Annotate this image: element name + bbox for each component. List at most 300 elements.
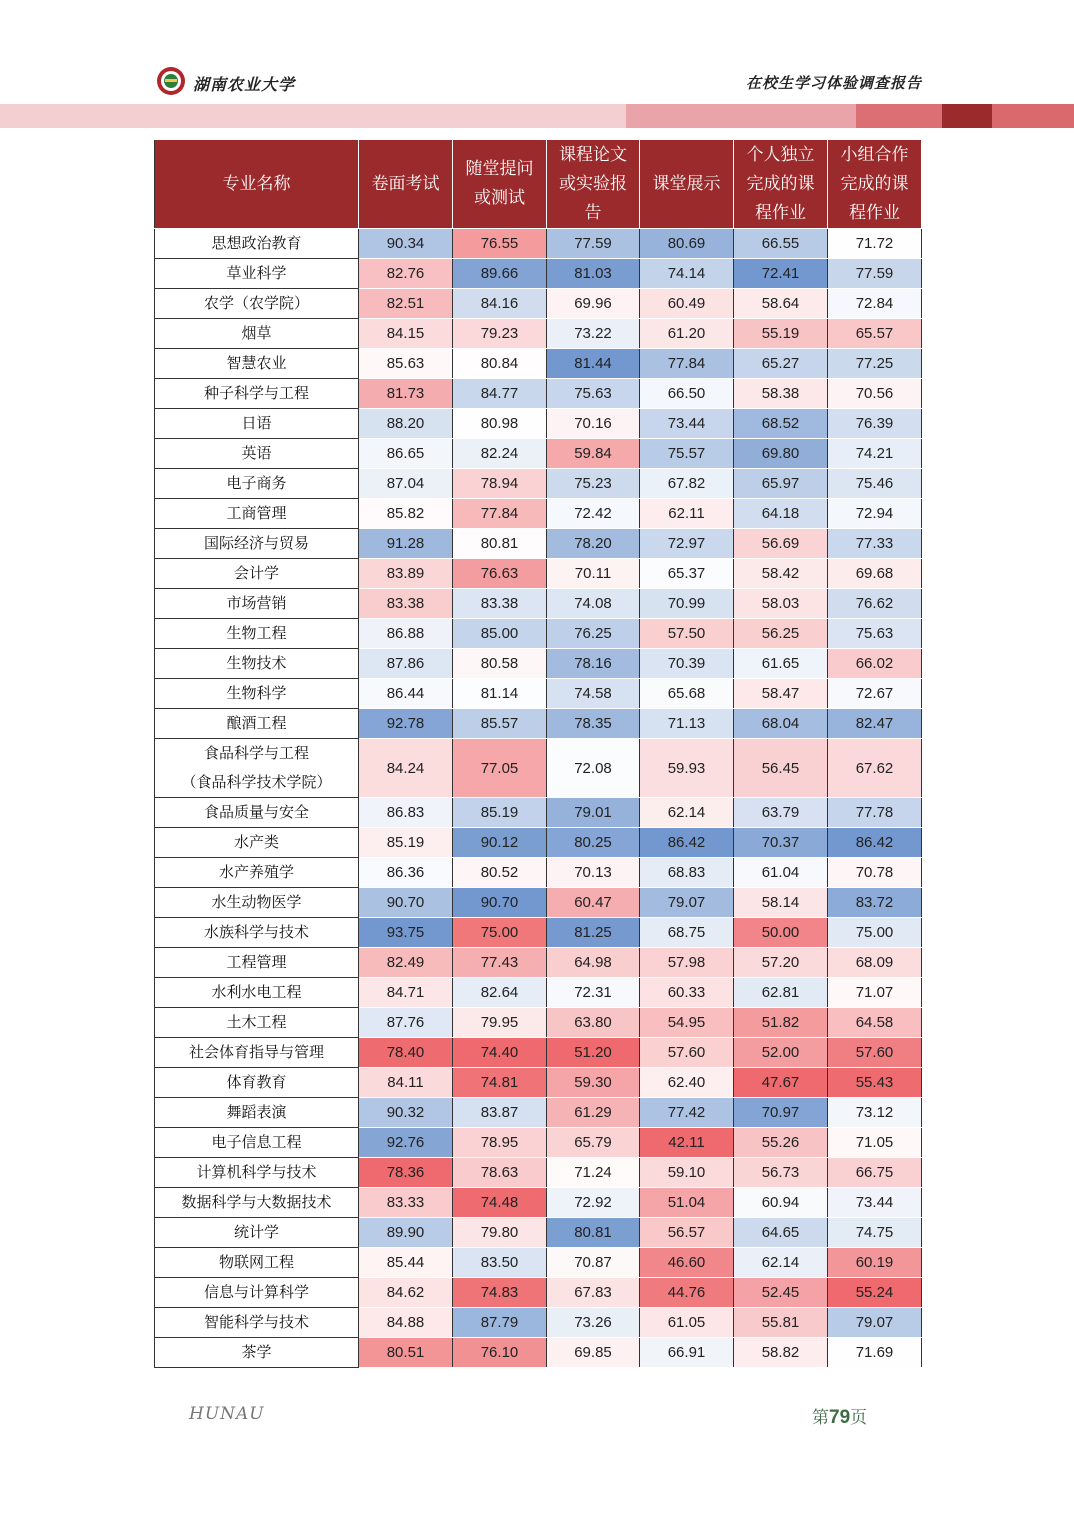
score-cell: 80.84 (453, 349, 547, 379)
score-cell: 44.76 (640, 1278, 734, 1308)
score-cell: 64.98 (547, 948, 640, 978)
table-row (155, 798, 922, 828)
major-name: 烟草 (155, 319, 359, 349)
major-name: 电子商务 (155, 469, 359, 499)
table-row (155, 1068, 922, 1098)
score-cell: 51.82 (734, 1008, 828, 1038)
score-cell: 65.68 (640, 679, 734, 709)
major-name: 生物科学 (155, 679, 359, 709)
score-cell: 72.97 (640, 529, 734, 559)
major-name: 电子信息工程 (155, 1128, 359, 1158)
score-cell: 60.47 (547, 888, 640, 918)
score-cell: 58.14 (734, 888, 828, 918)
major-name: 市场营销 (155, 589, 359, 619)
table-row (155, 709, 922, 739)
score-cell: 88.20 (359, 409, 453, 439)
major-name: 工商管理 (155, 499, 359, 529)
score-cell: 83.33 (359, 1188, 453, 1218)
score-cell: 56.25 (734, 619, 828, 649)
table-row (155, 858, 922, 888)
score-cell: 62.81 (734, 978, 828, 1008)
score-cell: 72.42 (547, 499, 640, 529)
header-band-4 (942, 104, 992, 128)
column-header-line: 小组合作 (840, 144, 909, 165)
score-cell: 72.67 (828, 679, 922, 709)
major-name: 水利水电工程 (155, 978, 359, 1008)
score-cell: 70.13 (547, 858, 640, 888)
column-header-line: 课程论文 (559, 144, 627, 165)
score-cell: 85.19 (453, 798, 547, 828)
major-name: 社会体育指导与管理 (155, 1038, 359, 1068)
score-cell: 79.23 (453, 319, 547, 349)
score-cell: 55.43 (828, 1068, 922, 1098)
score-cell: 67.82 (640, 469, 734, 499)
table-row (155, 1218, 922, 1248)
header-band-2 (626, 104, 856, 128)
score-cell: 74.21 (828, 439, 922, 469)
table-row (155, 1008, 922, 1038)
score-cell: 71.24 (547, 1158, 640, 1188)
score-cell: 86.42 (640, 828, 734, 858)
column-header-line: 或实验报 (559, 173, 627, 194)
score-cell: 76.62 (828, 589, 922, 619)
score-cell: 78.94 (453, 469, 547, 499)
score-cell: 72.41 (734, 259, 828, 289)
score-cell: 57.50 (640, 619, 734, 649)
table-row (155, 619, 922, 649)
score-cell: 79.07 (640, 888, 734, 918)
major-name: 国际经济与贸易 (155, 529, 359, 559)
score-cell: 65.27 (734, 349, 828, 379)
score-cell: 55.19 (734, 319, 828, 349)
score-cell: 51.20 (547, 1038, 640, 1068)
score-cell: 56.73 (734, 1158, 828, 1188)
major-name: 物联网工程 (155, 1248, 359, 1278)
score-cell: 87.04 (359, 469, 453, 499)
table-row (155, 948, 922, 978)
table-row (155, 1188, 922, 1218)
table-row (155, 649, 922, 679)
score-cell: 69.80 (734, 439, 828, 469)
table-row (155, 1128, 922, 1158)
score-cell: 87.76 (359, 1008, 453, 1038)
score-cell: 59.30 (547, 1068, 640, 1098)
score-cell: 61.20 (640, 319, 734, 349)
score-cell: 84.15 (359, 319, 453, 349)
score-cell: 58.03 (734, 589, 828, 619)
score-cell: 75.57 (640, 439, 734, 469)
score-cell: 64.65 (734, 1218, 828, 1248)
column-header-line: 课堂展示 (652, 173, 721, 194)
major-name: 体育教育 (155, 1068, 359, 1098)
score-cell: 77.05 (453, 739, 547, 798)
page-prefix: 第 (812, 1408, 829, 1428)
score-cell: 84.24 (359, 739, 453, 798)
score-cell: 93.75 (359, 918, 453, 948)
score-cell: 77.25 (828, 349, 922, 379)
score-cell: 75.23 (547, 469, 640, 499)
column-header (547, 140, 640, 229)
score-cell: 62.11 (640, 499, 734, 529)
score-cell: 75.63 (828, 619, 922, 649)
score-table-container (154, 139, 921, 1368)
score-cell: 81.73 (359, 379, 453, 409)
table-row (155, 739, 922, 798)
major-name: 水族科学与技术 (155, 918, 359, 948)
major-name: 日语 (155, 409, 359, 439)
score-cell: 80.52 (453, 858, 547, 888)
score-cell: 76.55 (453, 229, 547, 259)
score-cell: 85.44 (359, 1248, 453, 1278)
score-cell: 82.64 (453, 978, 547, 1008)
score-cell: 72.94 (828, 499, 922, 529)
score-cell: 66.02 (828, 649, 922, 679)
table-row (155, 469, 922, 499)
score-cell: 85.57 (453, 709, 547, 739)
score-cell: 74.40 (453, 1038, 547, 1068)
score-cell: 73.26 (547, 1308, 640, 1338)
table-row (155, 918, 922, 948)
score-cell: 57.60 (828, 1038, 922, 1068)
score-cell: 65.79 (547, 1128, 640, 1158)
score-cell: 82.47 (828, 709, 922, 739)
column-header-line: 完成的课 (840, 173, 909, 194)
score-cell: 90.70 (453, 888, 547, 918)
score-cell: 72.92 (547, 1188, 640, 1218)
column-header (828, 140, 922, 229)
score-cell: 68.52 (734, 409, 828, 439)
score-cell: 90.12 (453, 828, 547, 858)
major-name-line: （食品科学技术学院） (181, 773, 332, 791)
score-cell: 65.37 (640, 559, 734, 589)
score-cell: 68.83 (640, 858, 734, 888)
column-header (734, 140, 828, 229)
score-cell: 52.00 (734, 1038, 828, 1068)
score-cell: 76.63 (453, 559, 547, 589)
score-cell: 69.68 (828, 559, 922, 589)
table-row (155, 1308, 922, 1338)
major-name: 计算机科学与技术 (155, 1158, 359, 1188)
major-name: 酿酒工程 (155, 709, 359, 739)
table-row (155, 529, 922, 559)
score-cell: 73.22 (547, 319, 640, 349)
major-name: 生物工程 (155, 619, 359, 649)
score-cell: 82.51 (359, 289, 453, 319)
score-cell: 50.00 (734, 918, 828, 948)
column-header-line: 告 (584, 202, 602, 223)
table-row (155, 379, 922, 409)
score-cell: 72.84 (828, 289, 922, 319)
score-cell: 85.00 (453, 619, 547, 649)
score-cell: 58.64 (734, 289, 828, 319)
score-cell: 70.97 (734, 1098, 828, 1128)
score-cell: 71.13 (640, 709, 734, 739)
score-cell: 70.99 (640, 589, 734, 619)
score-cell: 86.83 (359, 798, 453, 828)
score-cell: 56.45 (734, 739, 828, 798)
page-header (0, 0, 1074, 130)
major-name: 统计学 (155, 1218, 359, 1248)
score-cell: 59.10 (640, 1158, 734, 1188)
major-name: 思想政治教育 (155, 229, 359, 259)
score-cell: 90.70 (359, 888, 453, 918)
report-title: 在校生学习体验调查报告 (745, 74, 922, 92)
major-name: 草业科学 (155, 259, 359, 289)
score-cell: 71.72 (828, 229, 922, 259)
score-cell: 70.56 (828, 379, 922, 409)
score-cell: 58.47 (734, 679, 828, 709)
score-cell: 70.16 (547, 409, 640, 439)
score-cell: 76.39 (828, 409, 922, 439)
major-name: 数据科学与大数据技术 (155, 1188, 359, 1218)
column-header-line: 或测试 (474, 188, 525, 208)
score-cell: 61.29 (547, 1098, 640, 1128)
table-row (155, 409, 922, 439)
score-cell: 75.00 (453, 918, 547, 948)
score-cell: 80.98 (453, 409, 547, 439)
score-cell: 55.81 (734, 1308, 828, 1338)
major-name: 英语 (155, 439, 359, 469)
major-name: 生物技术 (155, 649, 359, 679)
score-cell: 78.95 (453, 1128, 547, 1158)
table-row (155, 259, 922, 289)
column-header (640, 140, 734, 229)
score-cell: 83.38 (453, 589, 547, 619)
table-row (155, 559, 922, 589)
score-cell: 51.04 (640, 1188, 734, 1218)
score-cell: 81.44 (547, 349, 640, 379)
score-cell: 67.83 (547, 1278, 640, 1308)
score-cell: 79.80 (453, 1218, 547, 1248)
score-cell: 61.04 (734, 858, 828, 888)
score-cell: 62.40 (640, 1068, 734, 1098)
header-band-3 (856, 104, 942, 128)
score-cell: 85.63 (359, 349, 453, 379)
score-cell: 81.25 (547, 918, 640, 948)
score-cell: 66.75 (828, 1158, 922, 1188)
page-number (812, 1403, 867, 1429)
score-cell: 77.33 (828, 529, 922, 559)
score-cell: 83.50 (453, 1248, 547, 1278)
score-cell: 77.84 (453, 499, 547, 529)
score-cell: 82.76 (359, 259, 453, 289)
score-cell: 77.59 (828, 259, 922, 289)
column-header (359, 140, 453, 229)
score-cell: 61.65 (734, 649, 828, 679)
score-cell: 84.16 (453, 289, 547, 319)
score-cell: 79.01 (547, 798, 640, 828)
header-band-1 (0, 104, 626, 128)
university-seal-icon (156, 66, 186, 96)
score-cell: 89.90 (359, 1218, 453, 1248)
score-cell: 80.81 (547, 1218, 640, 1248)
score-cell: 58.82 (734, 1338, 828, 1368)
major-name: 信息与计算科学 (155, 1278, 359, 1308)
score-cell: 56.57 (640, 1218, 734, 1248)
score-cell: 65.97 (734, 469, 828, 499)
table-row (155, 1248, 922, 1278)
score-cell: 70.11 (547, 559, 640, 589)
score-cell: 86.36 (359, 858, 453, 888)
score-cell: 55.26 (734, 1128, 828, 1158)
score-cell: 87.79 (453, 1308, 547, 1338)
score-cell: 68.75 (640, 918, 734, 948)
table-row (155, 828, 922, 858)
score-cell: 55.24 (828, 1278, 922, 1308)
score-cell: 78.63 (453, 1158, 547, 1188)
score-cell: 70.78 (828, 858, 922, 888)
score-cell: 86.88 (359, 619, 453, 649)
score-cell: 60.33 (640, 978, 734, 1008)
score-cell: 69.96 (547, 289, 640, 319)
column-header-line: 随堂提问 (465, 159, 534, 179)
score-cell: 70.87 (547, 1248, 640, 1278)
score-cell: 89.66 (453, 259, 547, 289)
major-name (155, 739, 359, 798)
score-cell: 52.45 (734, 1278, 828, 1308)
table-row (155, 289, 922, 319)
footer-brand: HUNAU (189, 1404, 265, 1424)
column-header-line: 程作业 (849, 202, 900, 223)
score-cell: 74.81 (453, 1068, 547, 1098)
score-cell: 57.20 (734, 948, 828, 978)
score-cell: 83.38 (359, 589, 453, 619)
score-cell: 77.59 (547, 229, 640, 259)
score-cell: 60.94 (734, 1188, 828, 1218)
score-cell: 80.81 (453, 529, 547, 559)
major-name-line: 食品科学与工程 (203, 744, 309, 762)
score-cell: 74.58 (547, 679, 640, 709)
score-cell: 46.60 (640, 1248, 734, 1278)
major-name: 智慧农业 (155, 349, 359, 379)
column-header (453, 140, 547, 229)
score-cell: 75.46 (828, 469, 922, 499)
score-cell: 77.42 (640, 1098, 734, 1128)
table-row (155, 1338, 922, 1368)
score-cell: 57.60 (640, 1038, 734, 1068)
score-cell: 64.58 (828, 1008, 922, 1038)
score-cell: 75.00 (828, 918, 922, 948)
header-band-5 (992, 104, 1074, 128)
major-name: 种子科学与工程 (155, 379, 359, 409)
column-header-line: 完成的课 (746, 173, 815, 194)
score-cell: 84.77 (453, 379, 547, 409)
major-name: 食品质量与安全 (155, 798, 359, 828)
table-row (155, 888, 922, 918)
score-cell: 66.50 (640, 379, 734, 409)
score-cell: 63.80 (547, 1008, 640, 1038)
page-suffix: 页 (850, 1408, 868, 1428)
score-cell: 62.14 (640, 798, 734, 828)
score-cell: 68.04 (734, 709, 828, 739)
score-cell: 78.35 (547, 709, 640, 739)
major-name: 水生动物医学 (155, 888, 359, 918)
score-cell: 58.38 (734, 379, 828, 409)
table-row (155, 1278, 922, 1308)
score-cell: 47.67 (734, 1068, 828, 1098)
score-cell: 76.25 (547, 619, 640, 649)
score-cell: 80.51 (359, 1338, 453, 1368)
score-cell: 91.28 (359, 529, 453, 559)
score-cell: 57.98 (640, 948, 734, 978)
score-cell: 78.16 (547, 649, 640, 679)
score-cell: 70.37 (734, 828, 828, 858)
score-cell: 67.62 (828, 739, 922, 798)
score-cell: 73.12 (828, 1098, 922, 1128)
score-cell: 86.65 (359, 439, 453, 469)
score-cell: 79.07 (828, 1308, 922, 1338)
score-cell: 65.57 (828, 319, 922, 349)
score-cell: 81.14 (453, 679, 547, 709)
score-cell: 42.11 (640, 1128, 734, 1158)
score-cell: 71.05 (828, 1128, 922, 1158)
major-name: 水产类 (155, 828, 359, 858)
score-cell: 74.75 (828, 1218, 922, 1248)
score-cell: 79.95 (453, 1008, 547, 1038)
table-row (155, 349, 922, 379)
score-cell: 77.43 (453, 948, 547, 978)
score-cell: 84.11 (359, 1068, 453, 1098)
score-cell: 83.89 (359, 559, 453, 589)
score-cell: 62.14 (734, 1248, 828, 1278)
score-cell: 60.19 (828, 1248, 922, 1278)
page-number-value: 79 (829, 1407, 851, 1428)
score-cell: 66.55 (734, 229, 828, 259)
score-cell: 71.07 (828, 978, 922, 1008)
score-cell: 59.93 (640, 739, 734, 798)
table-row (155, 439, 922, 469)
table-row (155, 1098, 922, 1128)
major-name: 农学（农学院） (155, 289, 359, 319)
table-row (155, 319, 922, 349)
column-header (155, 140, 359, 229)
table-header-row (155, 140, 922, 229)
major-name: 水产养殖学 (155, 858, 359, 888)
score-cell: 82.49 (359, 948, 453, 978)
column-header-line: 专业名称 (222, 173, 291, 194)
score-cell: 85.19 (359, 828, 453, 858)
score-cell: 81.03 (547, 259, 640, 289)
column-header-line: 个人独立 (746, 144, 815, 165)
table-row (155, 1158, 922, 1188)
score-cell: 82.24 (453, 439, 547, 469)
score-cell: 84.88 (359, 1308, 453, 1338)
score-cell: 74.48 (453, 1188, 547, 1218)
column-header-line: 卷面考试 (371, 173, 440, 194)
score-cell: 83.87 (453, 1098, 547, 1128)
score-cell: 92.76 (359, 1128, 453, 1158)
score-cell: 80.69 (640, 229, 734, 259)
score-cell: 75.63 (547, 379, 640, 409)
table-row (155, 589, 922, 619)
table-row (155, 679, 922, 709)
score-cell: 84.71 (359, 978, 453, 1008)
score-cell: 77.84 (640, 349, 734, 379)
major-name: 智能科学与技术 (155, 1308, 359, 1338)
major-name: 工程管理 (155, 948, 359, 978)
score-cell: 87.86 (359, 649, 453, 679)
score-cell: 61.05 (640, 1308, 734, 1338)
score-cell: 58.42 (734, 559, 828, 589)
major-name: 茶学 (155, 1338, 359, 1368)
score-cell: 64.18 (734, 499, 828, 529)
major-name: 土木工程 (155, 1008, 359, 1038)
score-cell: 80.25 (547, 828, 640, 858)
score-cell: 73.44 (828, 1188, 922, 1218)
table-row (155, 229, 922, 259)
major-name: 会计学 (155, 559, 359, 589)
score-cell: 76.10 (453, 1338, 547, 1368)
